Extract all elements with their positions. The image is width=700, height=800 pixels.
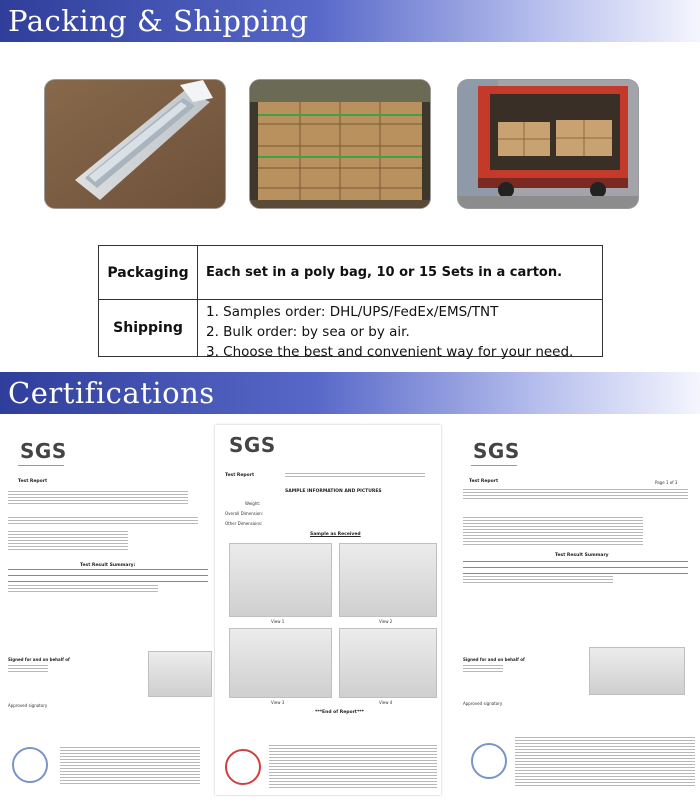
packing-shipping-banner [0, 0, 700, 42]
summary-heading: Test Result Summary: [80, 563, 136, 568]
summary-heading: Test Result Summary [555, 553, 609, 558]
packaging-label: Packaging [99, 246, 198, 299]
view-4-photo [339, 628, 437, 698]
shipping-line: 2. Bulk order: by sea or by air. [206, 324, 410, 340]
signed-text: Signed for and on behalf of [8, 657, 70, 662]
shipping-line: 1. Samples order: DHL/UPS/FedEx/EMS/TNT [206, 304, 499, 320]
view-label: View 2 [379, 619, 393, 624]
approved-signatory: Approved signatory [8, 703, 48, 708]
packing-shipping-table [98, 245, 603, 360]
sgs-stamp-icon [12, 747, 48, 783]
shipping-label: Shipping [99, 300, 198, 356]
sample-photo [589, 647, 685, 695]
truck-loaded-with-cartons-photo [458, 80, 638, 208]
cartons-on-pallet-photo [250, 80, 430, 208]
section-heading: SAMPLE INFORMATION AND PICTURES [285, 489, 382, 494]
dimension-label: Overall Dimension: [225, 511, 264, 516]
section-title-packing: Packing & Shipping [8, 4, 309, 38]
packaging-value: Each set in a poly bag, 10 or 15 Sets in a carton. [206, 265, 563, 280]
view-2-photo [339, 543, 437, 617]
weight-label: Weight: [245, 501, 261, 506]
shipping-line: 3. Choose the best and convenient way for your need. [206, 344, 574, 360]
shipping-row [99, 300, 602, 360]
signed-text: Signed for and on behalf of [463, 657, 525, 662]
product-in-poly-bag-photo [45, 80, 225, 208]
view-label: View 1 [271, 619, 285, 624]
sgs-certificate-1 [0, 425, 212, 795]
sample-heading: Sample as Received [310, 532, 361, 537]
report-title: Test Report [469, 479, 499, 484]
certifications-banner [0, 372, 700, 414]
view-3-photo [229, 628, 332, 698]
sample-photo [148, 651, 212, 697]
sgs-logo: SGS [229, 433, 276, 457]
report-title: Test Report [225, 473, 255, 478]
sgs-certificate-2 [215, 425, 441, 795]
packaging-row [99, 246, 602, 300]
red-seal-icon [225, 749, 261, 785]
view-1-photo [229, 543, 332, 617]
sgs-logo: SGS [20, 439, 67, 463]
sgs-stamp-icon [471, 743, 507, 779]
report-title: Test Report [18, 479, 48, 484]
section-title-certifications: Certifications [8, 376, 215, 410]
approved-signatory: Approved signatory [463, 701, 503, 706]
sgs-certificate-3 [455, 425, 700, 795]
page-number: Page 1 of 3 [655, 480, 678, 485]
sgs-logo: SGS [473, 439, 520, 463]
other-label: Other Dimensions: [225, 521, 263, 526]
view-label: View 3 [271, 700, 285, 705]
view-label: View 4 [379, 700, 393, 705]
shipping-options [206, 302, 573, 362]
end-of-report: ***End of Report*** [315, 710, 365, 715]
